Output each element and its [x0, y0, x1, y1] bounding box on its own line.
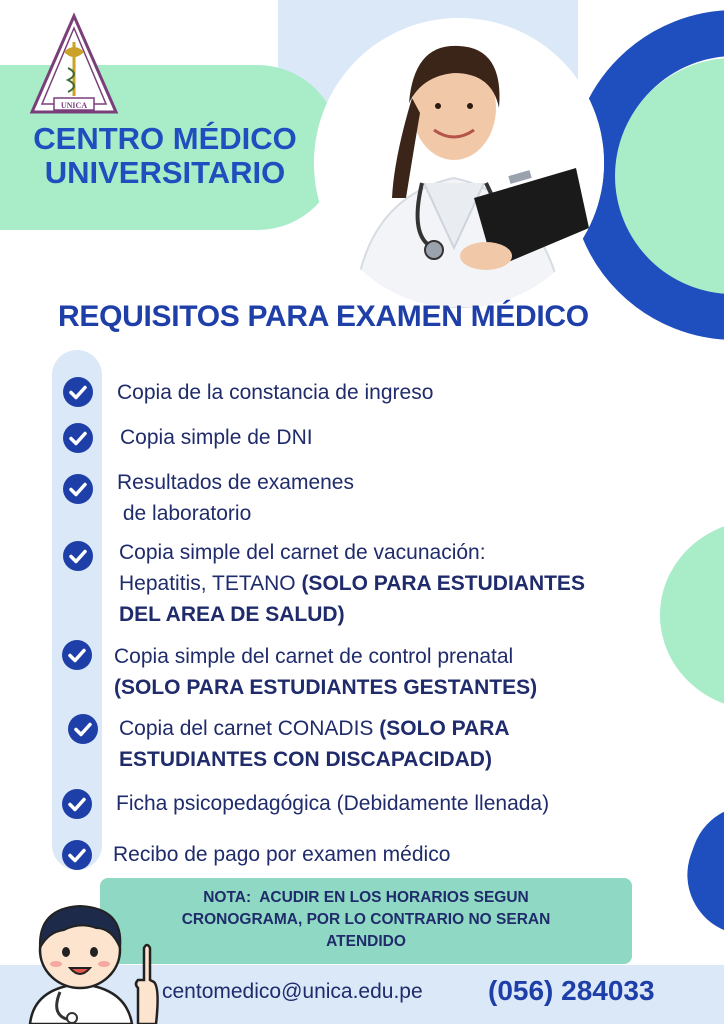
university-logo — [28, 12, 120, 116]
requirement-text: Ficha psicopedagógica (Debidamente llenada) — [116, 792, 550, 815]
requirement-text: Copia del carnet CONADIS (SOLO PARA ESTUDIANTES CON DISCAPACIDAD) — [119, 717, 510, 771]
check-circle-icon — [63, 423, 93, 453]
contact-phone[interactable]: (056) 284033 — [488, 975, 655, 1006]
requirement-text: Copia simple de DNI — [120, 426, 313, 449]
cartoon-doctor-illustration — [20, 888, 170, 1024]
check-circle-icon — [63, 541, 93, 571]
note-box — [100, 878, 632, 964]
check-circle-icon — [62, 789, 92, 819]
check-circle-icon — [68, 714, 98, 744]
note-line-1: NOTA: ACUDIR EN LOS HORARIOS SEGUN — [203, 889, 529, 906]
requirement-text: Copia de la constancia de ingreso — [117, 381, 434, 404]
note-line-3: ATENDIDO — [326, 933, 406, 950]
page-title — [10, 122, 320, 190]
requirement-text: Copia simple del carnet de vacunación: Hepatitis, TETANO (SOLO PARA ESTUDIANTES DEL AREA DE SALUD) — [119, 541, 585, 626]
contact-email[interactable]: centomedico@unica.edu.pe — [162, 980, 423, 1003]
title-line-2: UNIVERSITARIO — [44, 155, 286, 190]
bg-mint-circle-right — [660, 520, 724, 710]
requirements-title: REQUISITOS PARA EXAMEN MÉDICO — [58, 300, 589, 333]
requirement-text: Resultados de examenes de laboratorio — [117, 471, 354, 525]
logo-text-unica: UNICA — [60, 101, 88, 110]
note-line-2: CRONOGRAMA, POR LO CONTRARIO NO SERAN — [181, 911, 551, 928]
check-circle-icon — [62, 840, 92, 870]
title-line-1: CENTRO MÉDICO — [33, 121, 297, 156]
doctor-illustration — [314, 18, 604, 308]
bg-blue-leaf — [670, 789, 724, 942]
requirement-text: Copia simple del carnet de control prenatal (SOLO PARA ESTUDIANTES GESTANTES) — [114, 645, 538, 699]
check-circle-icon — [63, 474, 93, 504]
check-circle-icon — [63, 377, 93, 407]
requirement-text: Recibo de pago por examen médico — [113, 843, 451, 866]
doctor-photo — [314, 18, 604, 308]
check-circle-icon — [62, 640, 92, 670]
